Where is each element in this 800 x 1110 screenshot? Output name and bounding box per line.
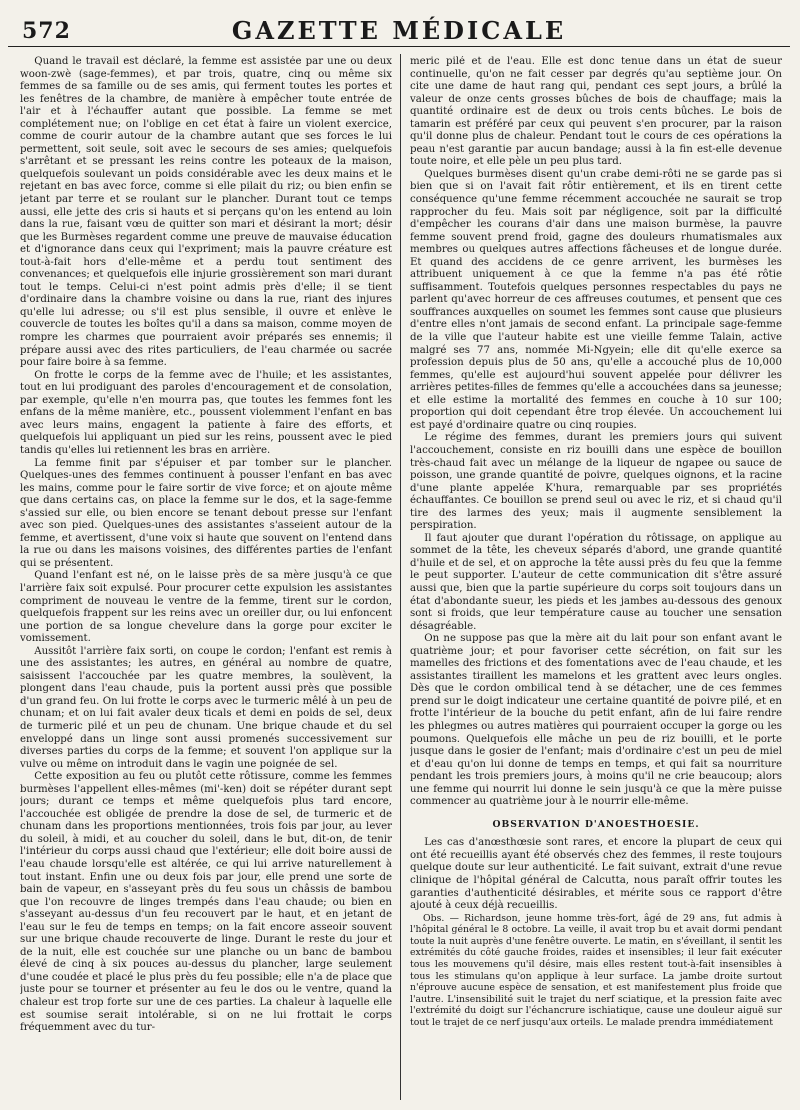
- right-column: [410, 56, 782, 1102]
- observation-text: Obs. — Richardson, jeune homme très-fort, âgé de 29 ans, fut admis à l'hôpital général le 8 octobre. La veille, il avait trop bu et avait dormi pendant toute la nuit auprès d'une fenêtre ouverte. Le matin, en s'éveillant, il sentit les extrémités du côté gauche froides, raides et insensibles; il leur fait exécuter tous les mouvemens qu'il désire, mais elles restent tout-à-fait insensibles à tous les stimulans qu'on applique à leur surface. La jambe droite surtout n'éprouve aucune espèce de sensation, et est manifestement plus froide que l'autre. L'insensibilité suit le trajet du nerf sciatique, et la pression faite avec l'extrémité du doigt sur l'échancrure ischiatique, cause une douleur aiguë sur tout le trajet de ce nerf jusqu'aux orteils. Le malade prendra immédiatement: [410, 912, 782, 1028]
- page-number: 572: [22, 18, 71, 44]
- paragraph: Quand l'enfant est né, on le laisse près de sa mère jusqu'à ce que l'arrière faix soit expulsé. Pour procurer cette expulsion les assistantes compriment de nouveau le ventre de la femme, tirent sur le cordon, quelquefois frappent sur les reins avec un oreiller dur, ou lui enfoncent une portion de sa longue chevelure dans la gorge pour exciter le vomissement.: [20, 570, 392, 645]
- column-divider: [400, 54, 401, 1100]
- paragraph: meric pilé et de l'eau. Elle est donc tenue dans un état de sueur continuelle, qu'on ne fait cesser par degrés qu'au septième jour. On cite une dame de haut rang qui, pendant ces sept jours, a brûlé la valeur de onze cents grosses bûches de bois de chauffage; mais la quantité ordinaire est de deux ou trois cents bûches. Le bois de tamarin est préféré par ceux qui peuvent s'en procurer, par la raison qu'il donne plus de chaleur. Pendant tout le cours de ces opérations la peau n'est garantie par aucun bandage; aussi à la fin est-elle devenue toute noire, et elle pèle un peu plus tard.: [410, 56, 782, 168]
- paragraph: On frotte le corps de la femme avec de l'huile; et les assistantes, tout en lui prodiguant des paroles d'encouragement et de consolation, par exemple, qu'elle n'en mourra pas, que toutes les femmes font les enfans de la même manière, etc., poussent violemment l'enfant en bas avec leurs mains, engagent la patiente à faire des efforts, et quelquefois lui appliquant un pied sur les reins, poussent avec le pied tandis qu'elles lui retiennent les bras en arrière.: [20, 369, 392, 456]
- paragraph: Cette exposition au feu ou plutôt cette rôtissure, comme les femmes burmèses l'appellent elles-mêmes (mi'-ken) doit se répéter durant sept jours; durant ce temps et même quelquefois plus tard encore, l'accouchée est obligée de prendre la dose de sel, de turmeric et de chunam dans les proportions mentionnées, trois fois par jour, au lever du soleil, à midi, et au coucher du soleil, dans le but, dit-on, de tenir l'intérieur du corps aussi chaud que l'extérieur; elle doit boire aussi de l'eau chaude lorsqu'elle est altérée, ce qui lui arrive naturellement à tout instant. Enfin une ou deux fois par jour, elle prend une sorte de bain de vapeur, en s'asseyant près du feu sous un châssis de bambou que l'on recouvre de linges trempés dans l'eau chaude; ou bien en s'asseyant au-dessus d'un feu recouvert par le haut, et en jetant de l'eau sur le feu de temps en temps; on la fait encore asseoir souvent sur une brique chaude recouverte de linge. Durant le reste du jour et de la nuit, elle est couchée sur une planche ou un banc de bambou élevé de cinq à six pouces au-dessus du plancher, large seulement d'une coudée et placé le plus près du feu possible; elle n'a de place que juste pour se tourner et présenter au feu le dos ou le ventre, quand la chaleur est trop forte sur une de ces parties. La chaleur à laquelle elle est soumise serait intolérable, si on ne lui frottait le corps fréquemment avec du tur-: [20, 771, 392, 1034]
- paragraph: Les cas d'anœsthœsie sont rares, et encore la plupart de ceux qui ont été recueillis ayant été observés chez des femmes, il reste toujours quelque doute sur leur authenticité. Le fait suivant, extrait d'une revue clinique de l'hôpital général de Calcutta, nous paraît offrir toutes les garanties d'authenticité désirables, et mérite sous ce rapport d'être ajouté à ceux déjà recueillis.: [410, 837, 782, 912]
- paragraph: Il faut ajouter que durant l'opération du rôtissage, on applique au sommet de la tête, les cheveux séparés d'abord, une grande quantité d'huile et de sel, et on approche la tête aussi près du feu que la femme le peut supporter. L'auteur de cette communication dit s'être assuré aussi que, bien que la partie supérieure du corps soit toujours dans un état d'abondante sueur, les pieds et les jambes au-dessous des genoux sont si froids, que leur température cause au toucher une sensation désagréable.: [410, 532, 782, 632]
- paragraph: On ne suppose pas que la mère ait du lait pour son enfant avant le quatrième jour; et pour favoriser cette sécrétion, on fait sur les mamelles des frictions et des fomentations avec de l'eau chaude, et les assistantes tiraillent les mamelons et les grattent avec leurs ongles. Dès que le cordon ombilical tend à se détacher, une de ces femmes prend sur le doigt indicateur une certaine quantité de poivre pilé, et en frotte l'intérieur de la bouche du petit enfant, afin de lui faire rendre les phlegmes ou autres matières qui pourraient occuper la gorge ou les poumons. Quelquefois elle mâche un peu de riz bouilli, et le porte jusque dans le gosier de l'enfant; mais d'ordinaire c'est un peu de miel et d'eau qu'on lui donne de temps en temps, et qui fait sa nourriture pendant les trois premiers jours, à moins qu'il ne crie beaucoup; alors une femme qui nourrit lui donne le sein jusqu'à ce que la mère puisse commencer au quatrième jour à le nourrir elle-même.: [410, 633, 782, 808]
- journal-title: GAZETTE MÉDICALE: [231, 16, 567, 45]
- left-column: [20, 56, 392, 1102]
- paragraph: Quand le travail est déclaré, la femme est assistée par une ou deux woon-zwè (sage-femmes), et par trois, quatre, cinq ou même six femmes de sa famille ou de ses amis, qui ferment toutes les portes et les fenêtres de la chambre, de manière à empêcher toute entrée de l'air et à l'échauffer autant que possible. La femme se met complétement nue; on l'oblige en cet état à faire un violent exercice, comme de courir autour de la chambre autant que ses forces le lui permettent, soit seule, soit avec le secours de ses amies; quelquefois s'arrêtant et se pressant les reins contre les poteaux de la maison, quelquefois soulevant un poids considérable avec les deux mains et le rejetant en bas avec force, comme si elle pilait du riz; ou bien enfin se jetant par terre et se roulant sur le plancher. Durant tout ce temps aussi, elle jette des cris si hauts et si perçans qu'on les entend au loin dans la rue, faisant vœu de quitter son mari et désirant la mort; désir que les Burmèses regardent comme une preuve de mauvaise éducation et d'ignorance dans ceux qui l'expriment; mais la pauvre créature est tout-à-fait hors d'elle-même et a perdu tout sentiment des convenances; et quelquefois elle injurie grossièrement son mari durant tout le temps. Celui-ci n'est point admis près d'elle; il se tient d'ordinaire dans la chambre voisine ou dans la rue, riant des injures qu'elle lui adresse; ou s'il est plus sensible, il ouvre et enlève le couvercle de toutes les boîtes qu'il a dans sa maison, comme moyen de rompre les charmes que pourraient avoir préparés ses ennemis; il prépare aussi avec des rites particuliers, de l'eau charmée ou sacrée pour faire boire à sa femme.: [20, 56, 392, 369]
- paragraph: Aussitôt l'arrière faix sorti, on coupe le cordon; l'enfant est remis à une des assistantes; les autres, en général au nombre de quatre, saisissent l'accouchée par les quatre membres, la soulèvent, la plongent dans l'eau chaude, puis la portent aussi près que possible d'un grand feu. On lui frotte le corps avec le turmeric mêlé à un peu de chunam; et on lui fait avaler deux ticals et demi en poids de sel, deux de turmeric pilé et un peu de chunam. Une brique chaude et du sel enveloppé dans un linge sont aussi promenés successivement sur diverses parties du corps de la femme; et souvent l'on applique sur la vulve ou même on introduit dans le vagin une poignée de sel.: [20, 645, 392, 770]
- section-title: OBSERVATION D'ANOESTHOESIE.: [492, 818, 700, 830]
- paragraph: La femme finit par s'épuiser et par tomber sur le plancher. Quelques-unes des femmes continuent à pousser l'enfant en bas avec les mains, comme pour le faire sortir de vive force; et on ajoute même que dans certains cas, on place la femme sur le dos, et la sage-femme s'assied sur elle, ou bien encore se tenant debout presse sur l'enfant avec son pied. Quelques-unes des assistantes s'asseient autour de la femme, et avertissent, d'une voix si haute que souvent on l'entend dans la rue ou dans les maisons voisines, des différentes parties de l'enfant qui se présentent.: [20, 457, 392, 569]
- page-header: [8, 8, 790, 47]
- paragraph: Quelques burmèses disent qu'un crabe demi-rôti ne se garde pas si bien que si on l'avait fait rôtir entièrement, et ils en tirent cette conséquence qu'une femme récemment accouchée ne saurait se trop rapprocher du feu. Mais soit par négligence, soit par la difficulté d'empêcher les courans d'air dans une maison burmèse, la pauvre femme souvent prend froid, gagne des douleurs rhumatismales aux membres ou quelques autres affections fâcheuses et de longue durée. Et quand des accidens de ce genre arrivent, les burmèses les attribuent uniquement à ce que la femme n'a pas été rôtie suffisamment. Toutefois quelques personnes respectables du pays ne parlent qu'avec horreur de ces affreuses coutumes, et pensent que ces souffrances auxquelles on soumet les femmes sont cause que plusieurs d'entre elles n'ont jamais de second enfant. La principale sage-femme de la ville que l'auteur habite est une vieille femme Talain, active malgré ses 77 ans, nommée Mi-Ngyein; elle dit qu'elle exerce sa profession depuis plus de 50 ans, qu'elle a accouché plus de 10,000 femmes, qu'elle est aujourd'hui souvent appelée pour délivrer les arrières petites-filles de femmes qu'elle a accouchées dans sa jeunesse; et elle estime la mortalité des femmes en couche à 10 sur 100; proportion qui doit cependant être trop élevée. Un accouchement lui est payé d'ordinaire quatre ou cinq roupies.: [410, 168, 782, 431]
- paragraph: Le régime des femmes, durant les premiers jours qui suivent l'accouchement, consiste en riz bouilli dans une espèce de bouillon très-chaud fait avec un mélange de la liqueur de ngapee ou sauce de poisson, une grande quantité de poivre, quelques oignons, et la racine d'une plante appelée K'hura, remarquable par ses propriétés échauffantes. Ce bouillon se prend seul ou avec le riz, et si chaud qu'il tire des larmes des yeux; mais il augmente sensiblement la perspiration.: [410, 432, 782, 532]
